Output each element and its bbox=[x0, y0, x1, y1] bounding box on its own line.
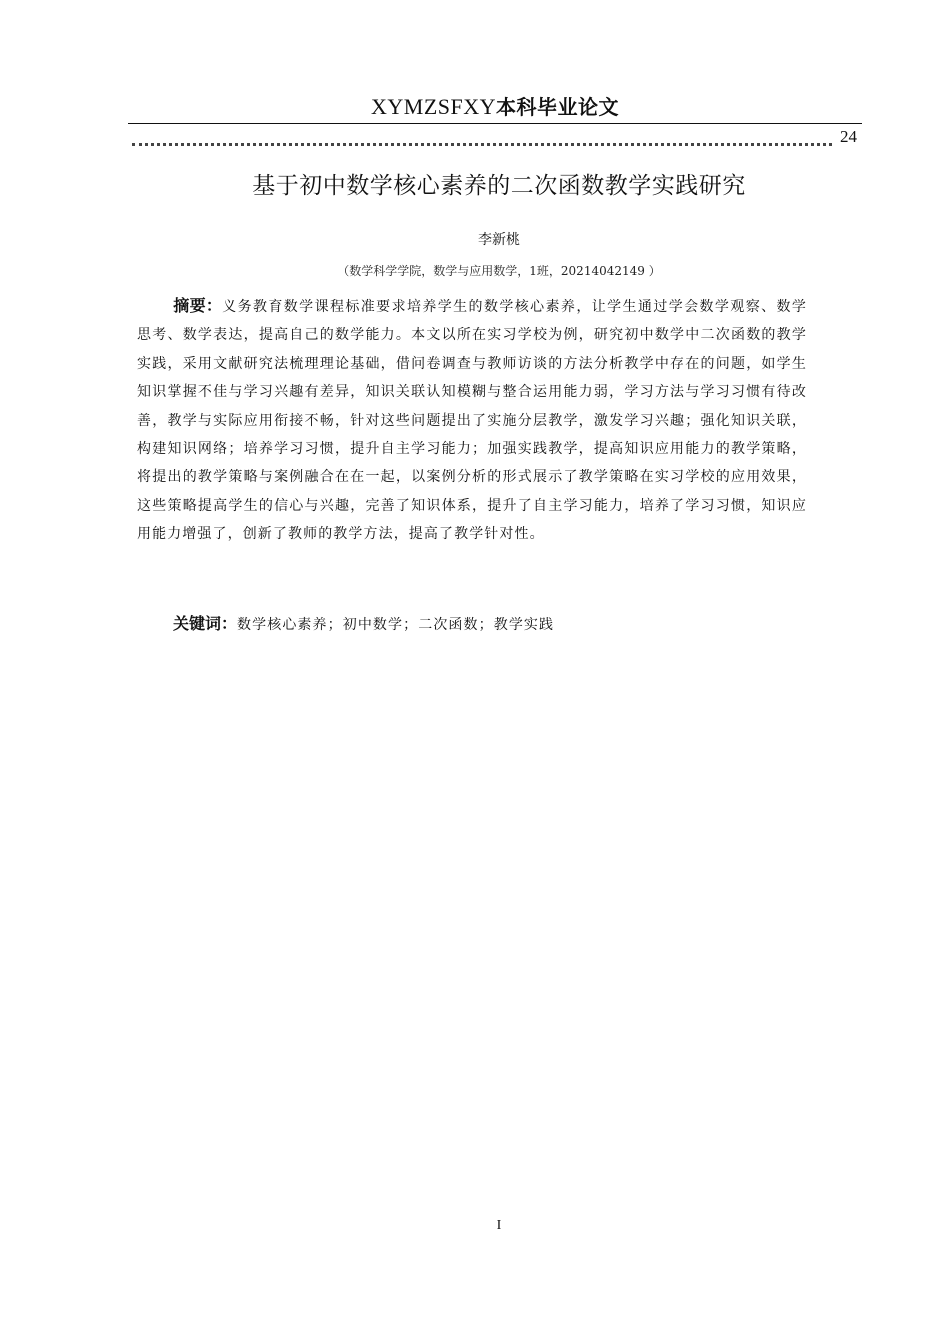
keywords-text: 数学核心素养；初中数学；二次函数；教学实践 bbox=[237, 617, 555, 633]
abstract-label: 摘要： bbox=[173, 296, 223, 315]
dot-leader bbox=[132, 143, 832, 146]
running-header bbox=[128, 92, 862, 122]
keywords-label: 关键词： bbox=[173, 614, 238, 633]
header-code: XYMZSFXY bbox=[370, 94, 497, 119]
abstract-paragraph bbox=[137, 292, 807, 549]
author-name: 李新桃 bbox=[478, 232, 520, 248]
footer-page-number: I bbox=[496, 1218, 502, 1233]
abstract-text: 义务教育数学课程标准要求培养学生的数学核心素养，让学生通过学会数学观察、数学思考、数学表达，提高自己的数学能力。本文以所在实习学校为例，研究初中数学中二次函数的教学实践，采用文献研究法梳理理论基础，借问卷调查与教师访谈的方法分析教学中存在的问题，如学生知识掌握不佳与学习兴趣有差异，知识关联认知模糊与整合运用能力弱，学习方法与学习习惯有待改善，教学与实际应用衔接不畅，针对这些问题提出了实施分层教学，激发学习兴趣；强化知识关联，构建知识网络；培养学习习惯，提升自主学习能力；加强实践教学，提高知识应用能力的教学策略，将提出的教学策略与案例融合在在一起，以案例分析的形式展示了教学策略在实习学校的应用效果，这些策略提高学生的信心与兴趣，完善了知识体系，提升了自主学习能力，培养了学习习惯，知识应用能力增强了，创新了教师的教学方法，提高了教学针对性。 bbox=[137, 299, 807, 543]
paper-title: 基于初中数学核心素养的二次函数教学实践研究 bbox=[252, 173, 746, 199]
author-affiliation: （数学科学学院，数学与应用数学，1班，20214042149 ） bbox=[337, 264, 661, 278]
header-rule bbox=[128, 123, 862, 124]
keywords-paragraph bbox=[137, 610, 807, 639]
header-page-ref: 24 bbox=[840, 127, 857, 146]
header-suffix: 本科毕业论文 bbox=[496, 95, 620, 119]
